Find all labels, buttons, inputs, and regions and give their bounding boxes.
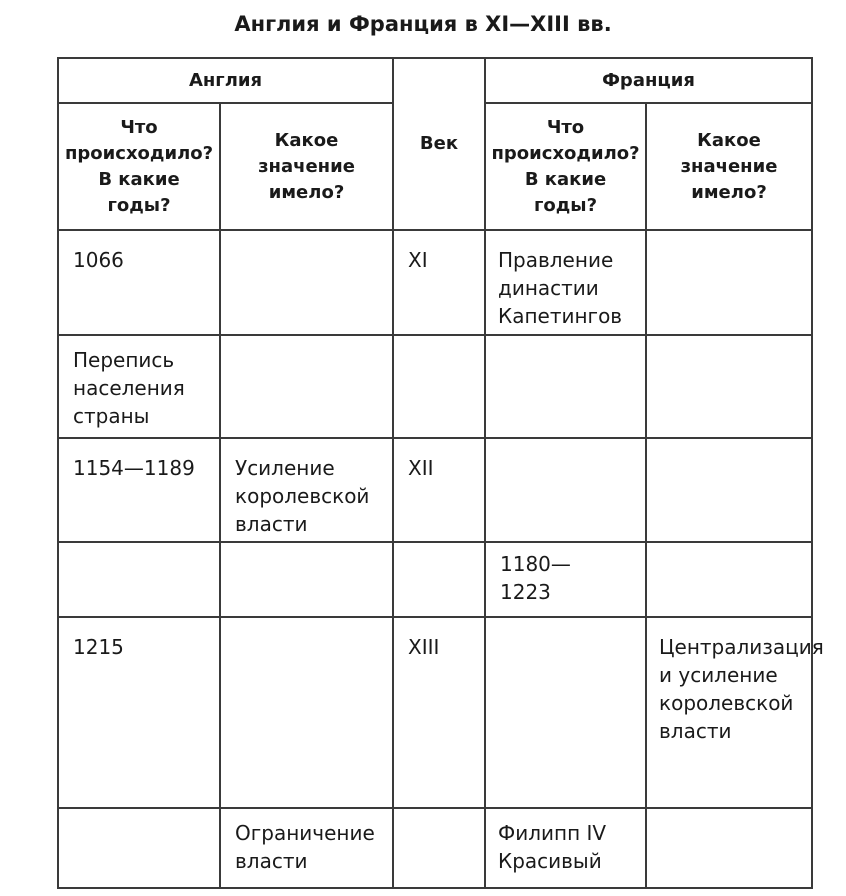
row1-france-significance (647, 231, 811, 334)
header-france-significance: Какое значение имело? (680, 129, 778, 203)
header-england-significance: Какое значение имело? (258, 129, 355, 203)
header-england: Англия (188, 69, 263, 91)
table-border-bottom (57, 887, 813, 889)
row4-england-significance (221, 543, 392, 616)
header-france-what: Что происходило? В какие годы? (491, 116, 640, 216)
row2-france-what (486, 336, 645, 437)
row5-england-what: 1215 (73, 635, 124, 659)
header-england-what: Что происходило? В какие годы? (64, 116, 214, 216)
row1-france-what: Правление династии Капетингов (498, 248, 623, 328)
table-title: Англия и Франция в XI—XIII вв. (234, 12, 612, 36)
row5-england-significance (221, 618, 392, 807)
row4-france-significance (647, 543, 811, 616)
row6-england-significance: Ограничение власти (235, 821, 375, 873)
row5-century: XIII (408, 635, 440, 659)
row5-france-significance: Централизация и усиление королевской власти (659, 635, 824, 743)
row5-france-what (486, 618, 645, 807)
row3-england-significance: Усиление королевской власти (235, 456, 370, 536)
row4-england-what (59, 543, 219, 616)
table-border-right (811, 57, 813, 889)
row4-century (394, 543, 484, 616)
row1-century: XI (408, 248, 428, 272)
row6-england-what (59, 809, 219, 887)
row2-france-significance (647, 336, 811, 437)
row3-france-what (486, 439, 645, 541)
header-france: Франция (602, 69, 695, 91)
row3-france-significance (647, 439, 811, 541)
row1-england-significance (221, 231, 392, 334)
row2-england-significance (221, 336, 392, 437)
row4-france-what: 1180—1223 (500, 552, 571, 604)
row3-century: XII (408, 456, 434, 480)
row2-england-what: Перепись населения страны (73, 348, 185, 428)
row6-france-what: Филипп IV Красивый (498, 821, 607, 873)
row2-century (394, 336, 484, 437)
header-century: Век (419, 133, 459, 154)
row6-century (394, 809, 484, 887)
row1-england-what: 1066 (73, 248, 124, 272)
row3-england-what: 1154—1189 (73, 456, 195, 480)
row6-france-significance (647, 809, 811, 887)
